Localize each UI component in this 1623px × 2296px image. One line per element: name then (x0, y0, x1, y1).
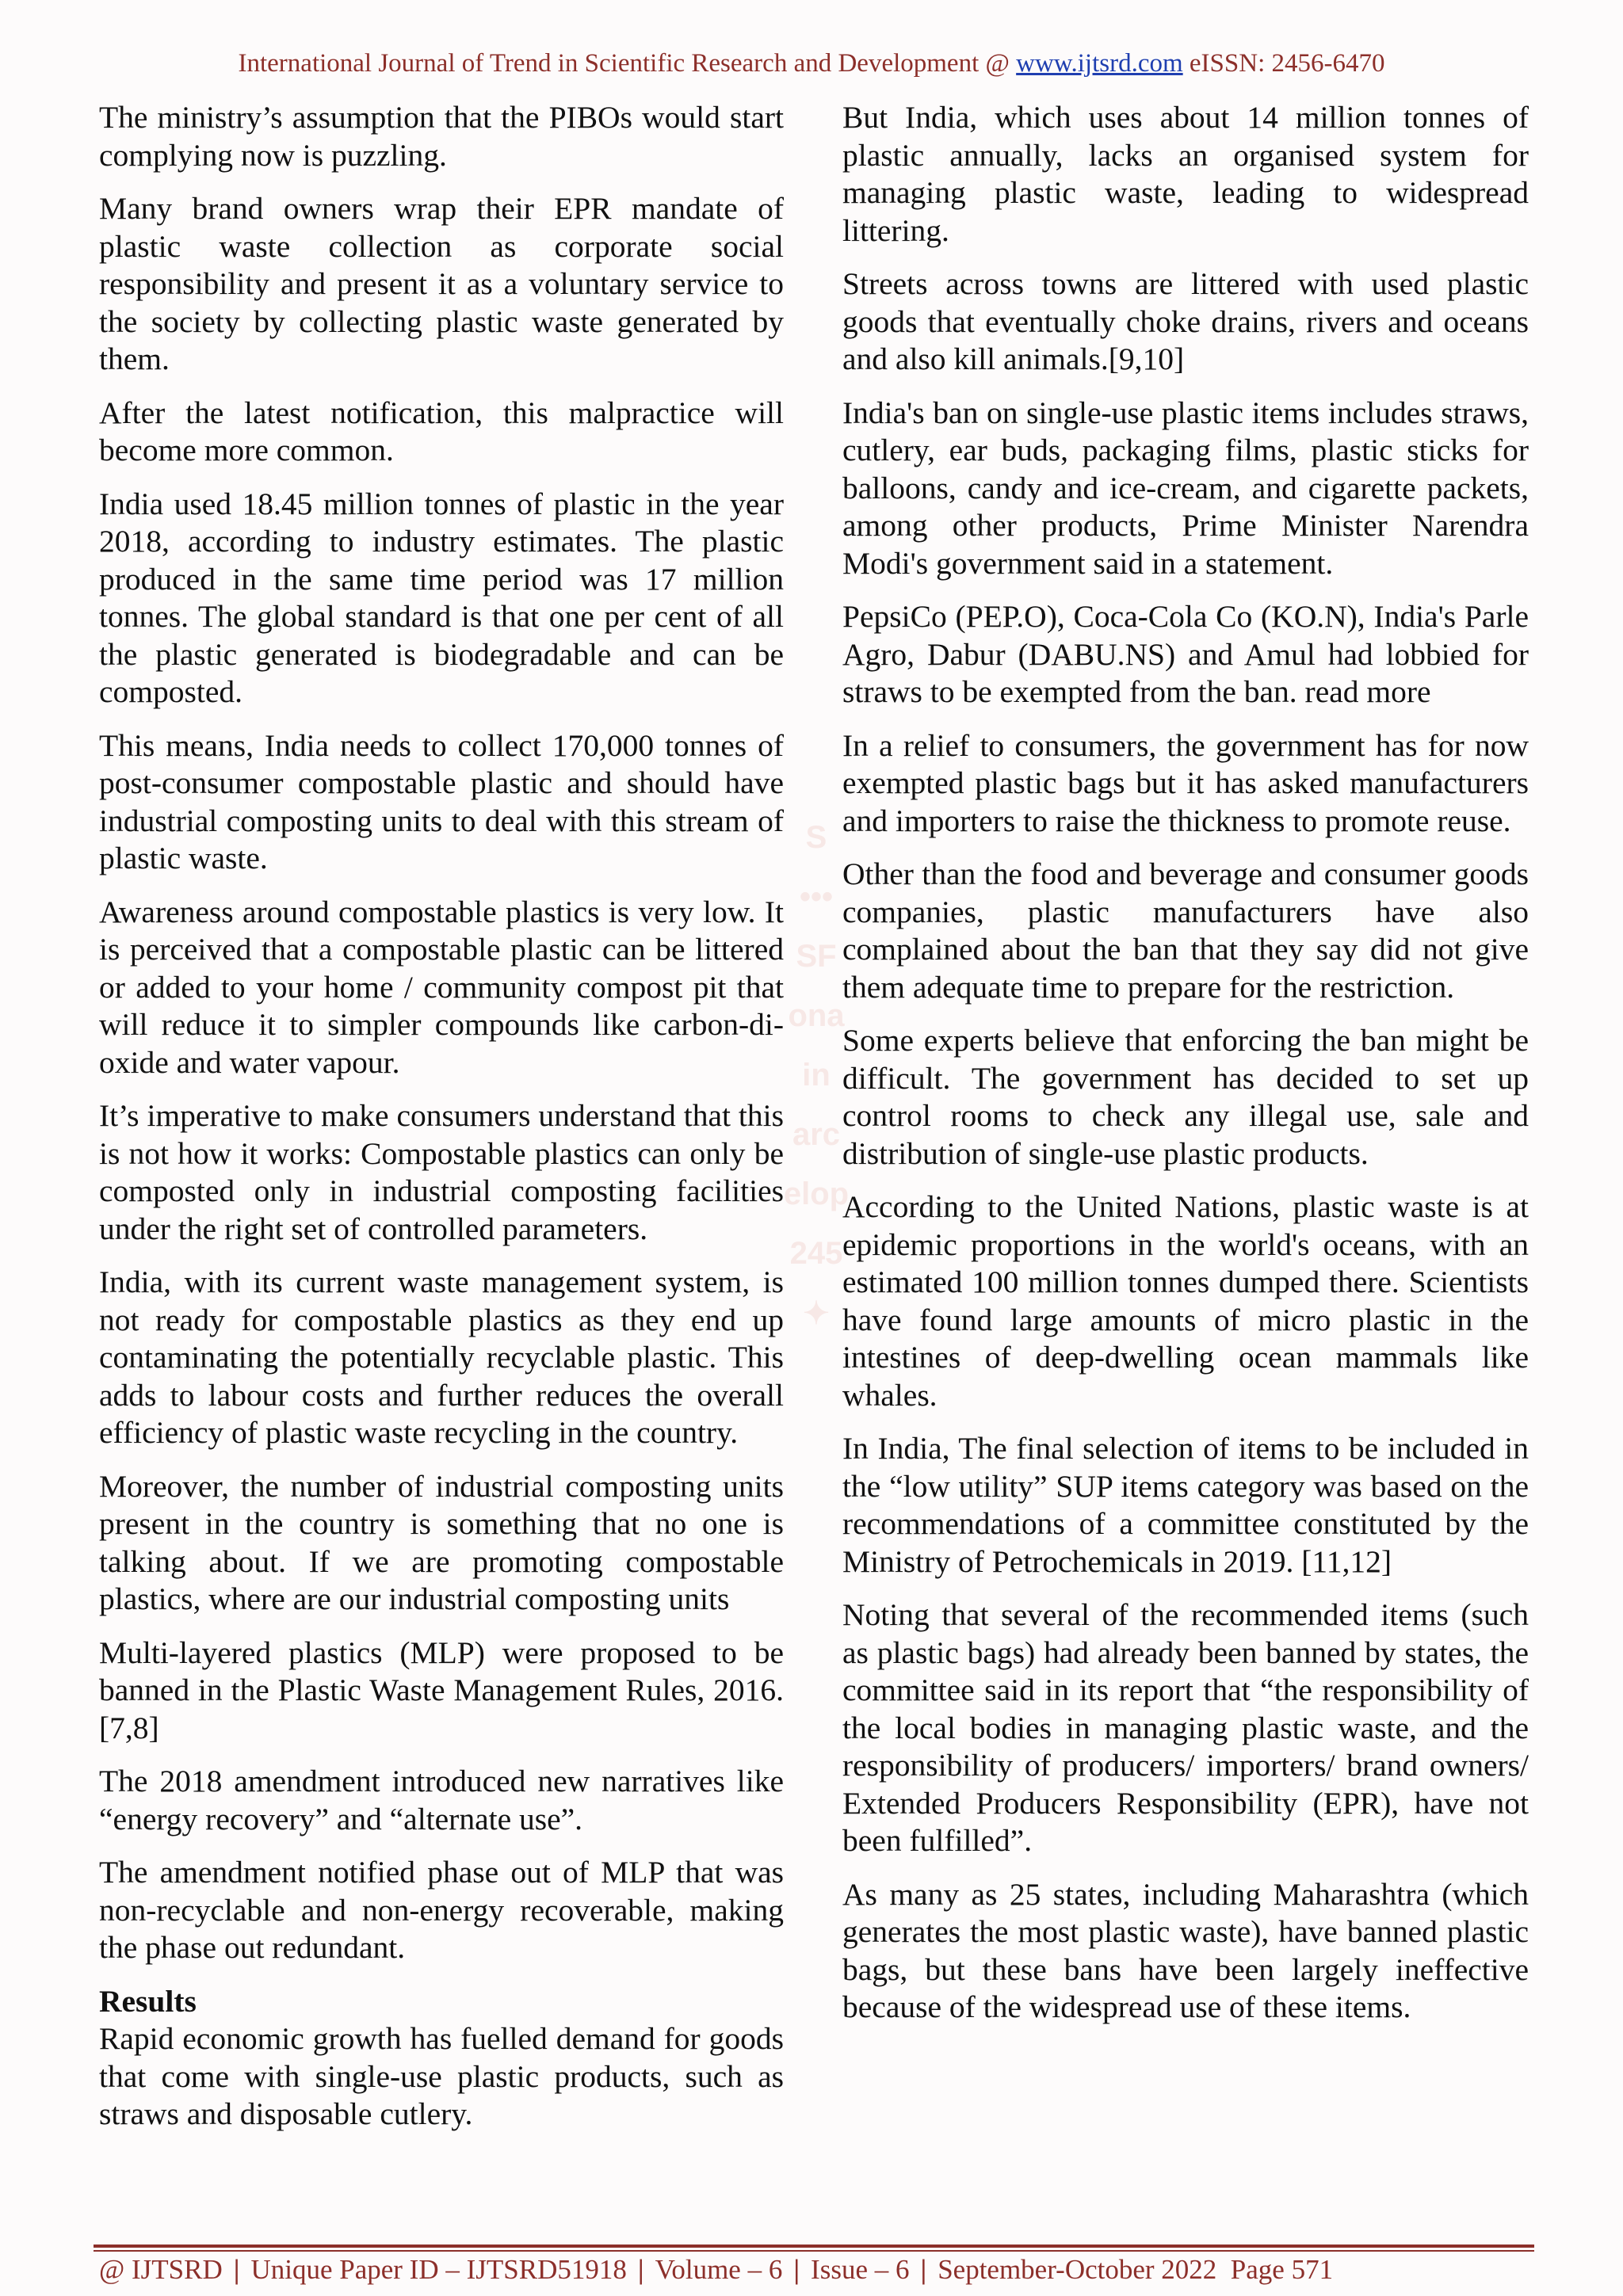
paragraph: PepsiCo (PEP.O), Coca-Cola Co (KO.N), India's Parle Agro, Dabur (DABU.NS) and Amul had lobbied for straws to be exempted from the ban. read more (842, 599, 1529, 709)
paragraph: Awareness around compostable plastics is very low. It is perceived that a compostable plastic can be littered or added to your home / community compost pit that will reduce it to simpler compounds like carbon-di-oxide and water vapour. (99, 894, 784, 1080)
running-header (0, 49, 1623, 78)
paragraph: Noting that several of the recommended items (such as plastic bags) had already been banned by states, the committee said in its report that “the responsibility of the local bodies in managing plastic waste, and the responsibility of producers/ importers/ brand owners/ Extended Producers Responsibility (EPR), have not been fulfilled”. (842, 1597, 1529, 1858)
footer-volume: Volume – 6 (655, 2254, 783, 2285)
paragraph: Some experts believe that enforcing the ban might be difficult. The government has decided to set up control rooms to check any illegal use, sale and distribution of single-use plastic products. (842, 1023, 1529, 1171)
footer-divider (94, 2245, 1534, 2248)
paragraph: The ministry’s assumption that the PIBOs would start complying now is puzzling. (99, 100, 784, 173)
footer-journal: @ IJTSRD (99, 2254, 223, 2285)
footer-issue: Issue – 6 (811, 2254, 910, 2285)
paragraph: After the latest notification, this malpractice will become more common. (99, 395, 784, 467)
paragraph: Moreover, the number of industrial composting units present in the country is something that no one is talking about. If we are promoting compostable plastics, where are our industrial composting units (99, 1468, 784, 1616)
paragraph: The 2018 amendment introduced new narratives like “energy recovery” and “alternate use”. (99, 1764, 784, 1836)
right-column (842, 99, 1529, 2042)
paragraph: India, with its current waste management system, is not ready for compostable plastics as they end up contaminating the potentially recyclable plastic. This adds to labour costs and further reduces the overall efficiency of plastic waste recycling in the country. (99, 1264, 784, 1450)
paragraph: The amendment notified phase out of MLP that was non-recyclable and non-energy recoverable, making the phase out redundant. (99, 1855, 784, 1965)
paragraph: India's ban on single-use plastic items includes straws, cutlery, ear buds, packaging films, plastic sticks for balloons, candy and ice-cream, and cigarette packets, among other products, Prime Minister Narendra Modi's government said in a statement. (842, 395, 1529, 581)
paragraph: In a relief to consumers, the government has for now exempted plastic bags but it has asked manufacturers and importers to raise the thickness to promote reuse. (842, 727, 1529, 838)
paragraph: Many brand owners wrap their EPR mandate of plastic waste collection as corporate social responsibility and present it as a voluntary service to the society by collecting plastic waste generated by them. (99, 191, 784, 376)
paragraph: In India, The final selection of items to be included in the “low utility” SUP items category was based on the recommendations of a committee constituted by the Ministry of Petrochemicals in 2019. [11,12] (842, 1431, 1529, 1579)
results-paragraph: Rapid economic growth has fuelled demand for goods that come with single-use plastic products, such as straws and disposable cutlery. (99, 2021, 784, 2131)
footer-paper-id: Unique Paper ID – IJTSRD51918 (250, 2254, 627, 2285)
paragraph: Streets across towns are littered with used plastic goods that eventually choke drains, rivers and oceans and also kill animals.[9,10] (842, 266, 1529, 376)
running-footer (99, 2254, 1533, 2286)
footer-separator: | (920, 2254, 927, 2285)
journal-watermark: S ••• SF ona in arc elop 245 ✦ (783, 820, 850, 1331)
footer-separator: | (793, 2254, 800, 2285)
paragraph: As many as 25 states, including Maharashtra (which generates the most plastic waste), have banned plastic bags, but these bans have been largely ineffective because of the widespread use of these items. (842, 1876, 1529, 2024)
footer-separator: | (637, 2254, 644, 2285)
footer-divider-thin (94, 2250, 1534, 2252)
paragraph: But India, which uses about 14 million tonnes of plastic annually, lacks an organised system for managing plastic waste, leading to widespread littering. (842, 100, 1529, 248)
results-heading: Results (99, 1983, 197, 2019)
paragraph: This means, India needs to collect 170,000 tonnes of post-consumer compostable plastic and should have industrial composting units to deal with this stream of plastic waste. (99, 727, 784, 875)
paragraph: India used 18.45 million tonnes of plastic in the year 2018, according to industry estimates. The plastic produced in the same time period was 17 million tonnes. The global standard is that one per cent of all the plastic generated is biodegradable and can be composted. (99, 486, 784, 709)
paragraph: Multi-layered plastics (MLP) were proposed to be banned in the Plastic Waste Management Rules, 2016. [7,8] (99, 1634, 784, 1745)
footer-date-page: September-October 2022 Page 571 (938, 2254, 1334, 2285)
footer-separator: | (233, 2254, 240, 2285)
left-column (99, 99, 784, 2149)
header-issn: eISSN: 2456-6470 (1182, 49, 1385, 78)
paragraph: Other than the food and beverage and consumer goods companies, plastic manufacturers have also complained about the ban that they say did not give them adequate time to prepare for the restriction. (842, 856, 1529, 1005)
header-journal-link[interactable]: www.ijtsrd.com (1016, 49, 1183, 78)
header-journal-name: International Journal of Trend in Scientific Research and Development @ (238, 49, 1017, 78)
paragraph: It’s imperative to make consumers understand that this is not how it works: Compostable plastics can only be composted only in industrial composting facilities under the right set of controlled parameters. (99, 1098, 784, 1246)
paragraph: According to the United Nations, plastic waste is at epidemic proportions in the world's oceans, with an estimated 100 million tonnes dumped there. Scientists have found large amounts of micro plastic in the intestines of deep-dwelling ocean mammals like whales. (842, 1189, 1529, 1413)
